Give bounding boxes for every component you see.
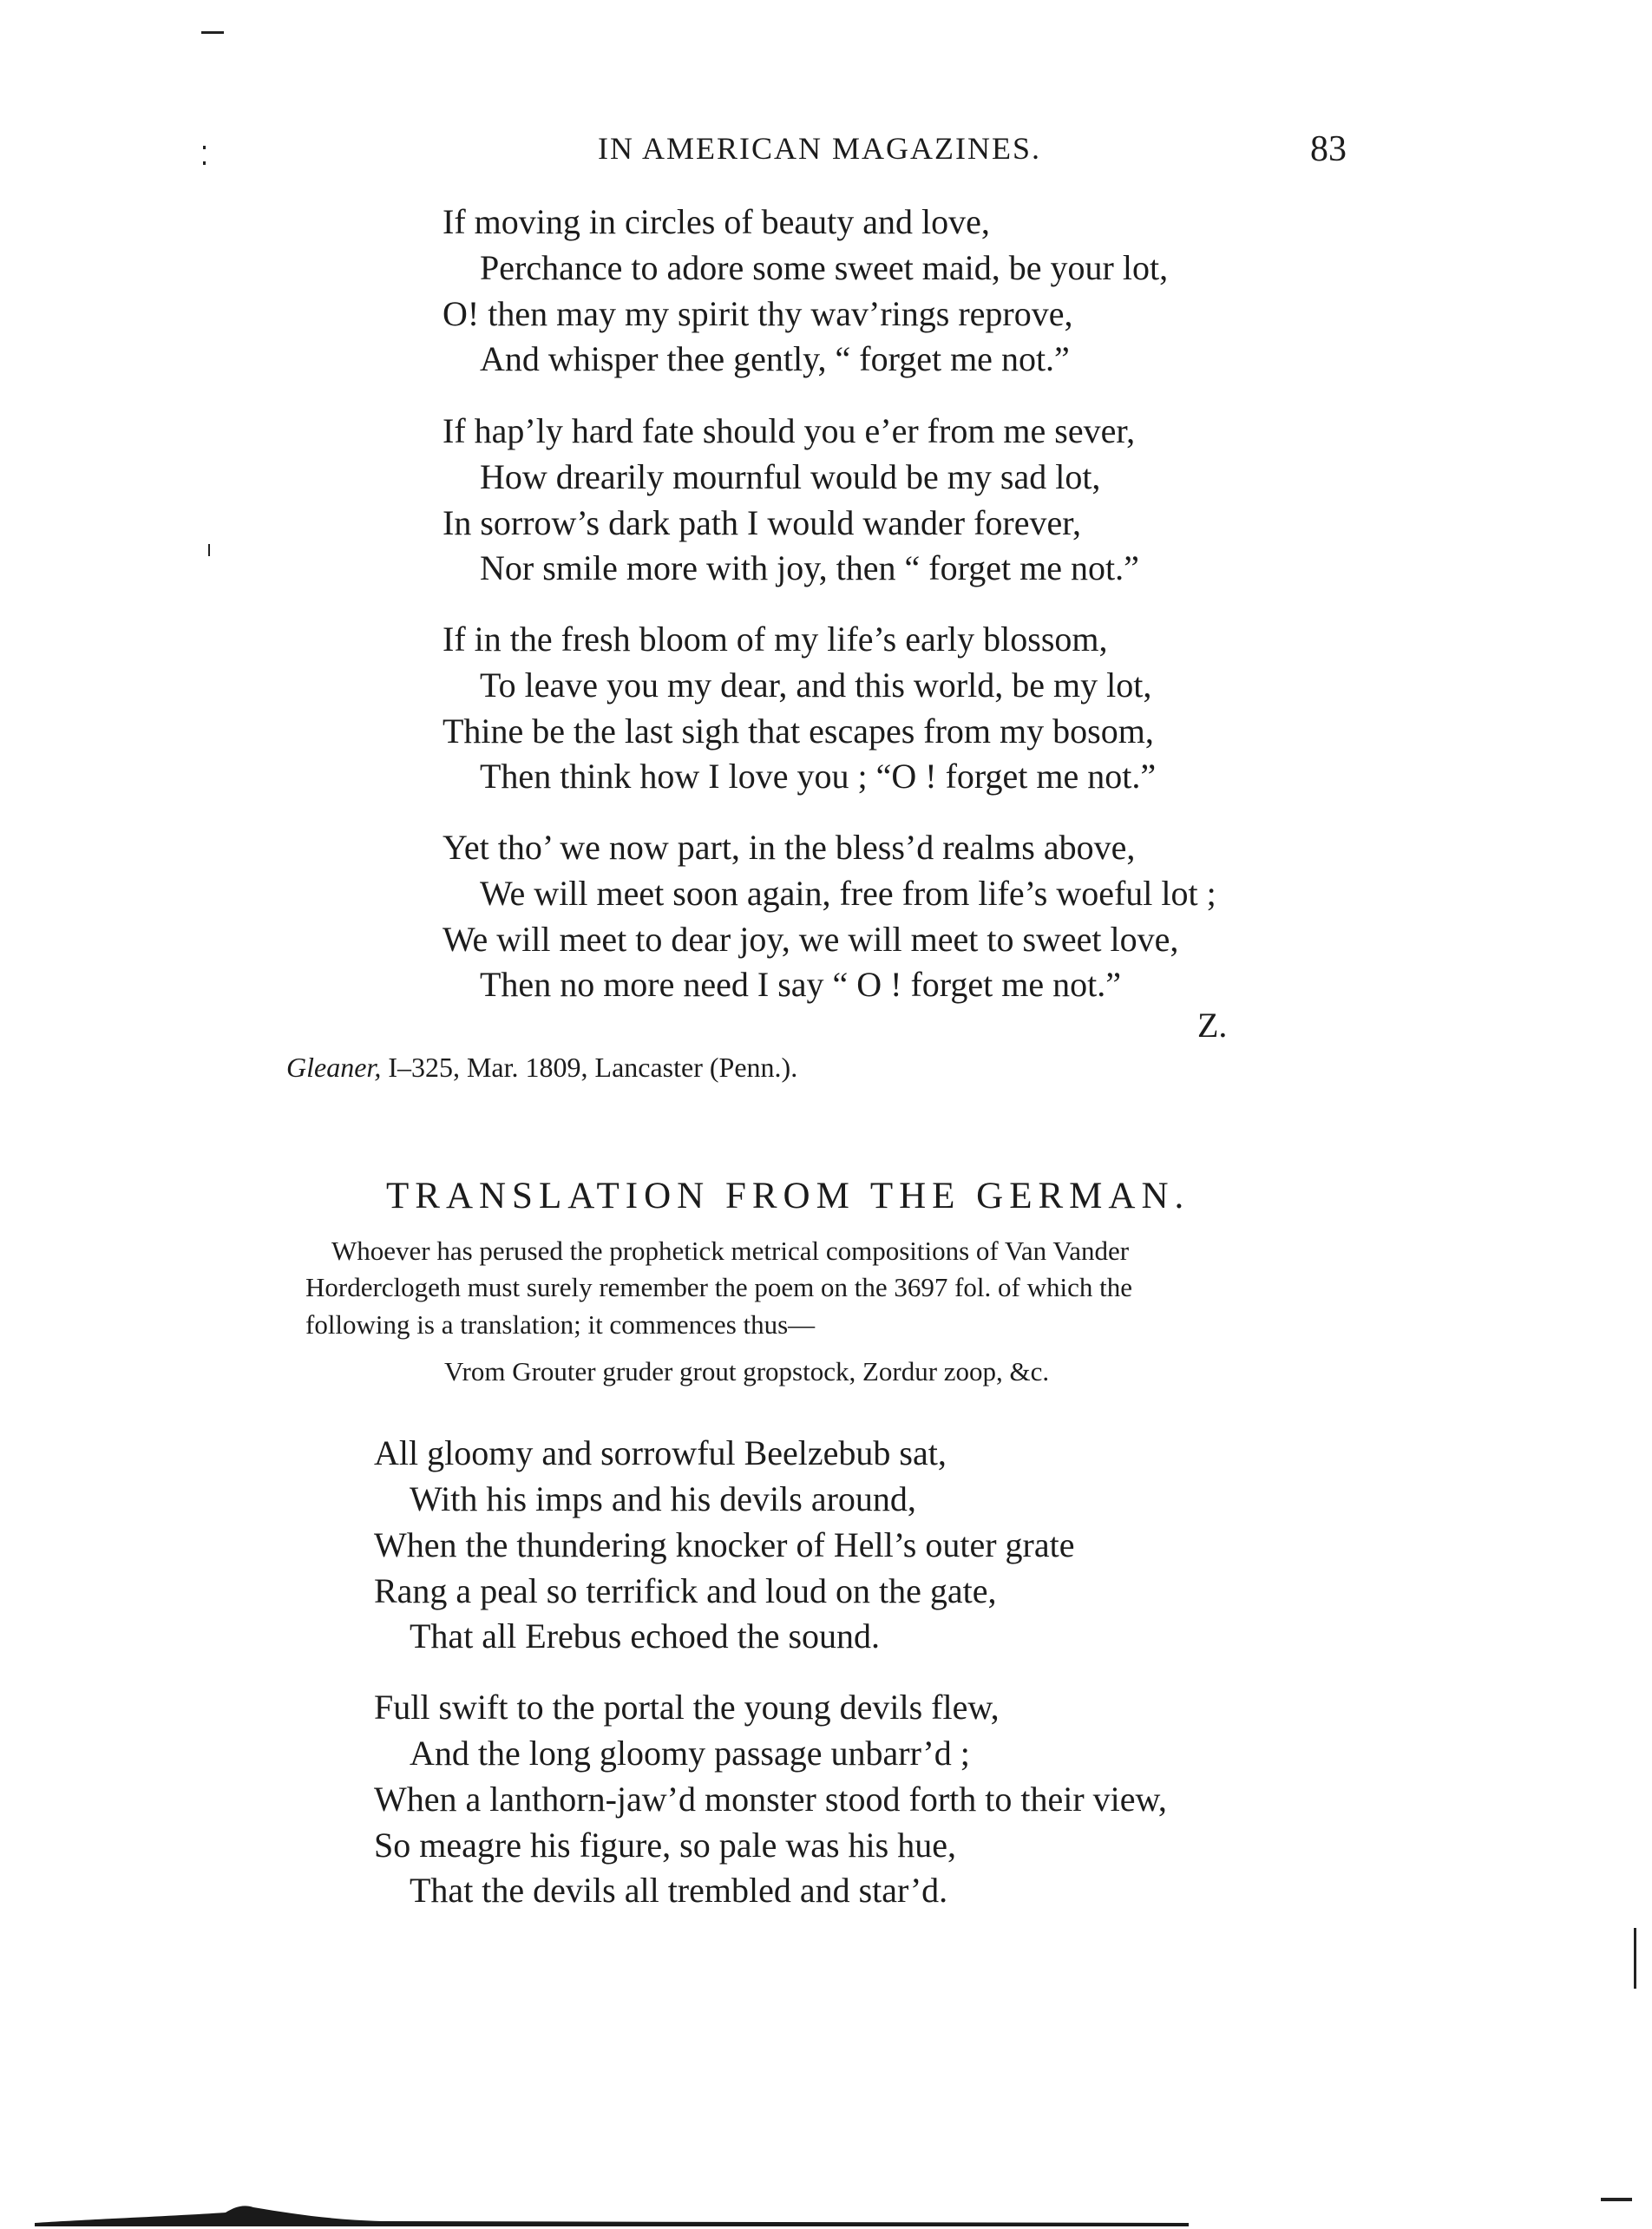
intro-line: following is a translation; it commences thus— [305, 1309, 816, 1340]
verse-line: Then think how I love you ; “O ! forget me not.” [480, 757, 1157, 796]
verse-line: Full swift to the portal the young devils flew, [374, 1688, 1000, 1727]
scan-mark [201, 31, 224, 34]
verse-line: O! then may my spirit thy wav’rings reprove, [442, 294, 1073, 333]
verse-line: With his imps and his devils around, [410, 1479, 916, 1518]
intro-line: Horderclogeth must surely remember the poem on the 3697 fol. of which the [305, 1272, 1132, 1302]
verse-line: When a lanthorn-jaw’d monster stood forth to their view, [374, 1780, 1167, 1819]
intro-line: Whoever has perused the prophetick metrical compositions of Van Vander [331, 1236, 1130, 1266]
verse-line: Rang a peal so terrifick and loud on the gate, [374, 1571, 997, 1610]
verse-line: Yet tho’ we now part, in the bless’d realms above, [442, 828, 1136, 867]
verse-line: If in the fresh bloom of my life’s early blossom, [442, 620, 1108, 659]
binding-shadow [35, 2204, 1189, 2226]
verse-line: And the long gloomy passage unbarr’d ; [410, 1734, 970, 1773]
verse-line: When the thundering knocker of Hell’s outer grate [374, 1525, 1075, 1564]
section-title: TRANSLATION FROM THE GERMAN. [386, 1176, 1190, 1216]
verse-line: If hap’ly hard fate should you e’er from me sever, [442, 411, 1136, 450]
verse-line: Thine be the last sigh that escapes from my bosom, [442, 711, 1154, 751]
verse-line: Nor smile more with joy, then “ forget me not.” [480, 548, 1139, 587]
page-number: 83 [1310, 129, 1347, 169]
verse-line: Perchance to adore some sweet maid, be your lot, [480, 248, 1169, 287]
poem-signature: Z. [1197, 1006, 1228, 1045]
scan-mark [203, 146, 206, 149]
scan-mark [203, 161, 206, 165]
running-head: IN AMERICAN MAGAZINES. [598, 131, 1041, 166]
source-journal: Gleaner, [286, 1052, 382, 1083]
verse-line: In sorrow’s dark path I would wander forever, [442, 503, 1081, 542]
scan-mark [1601, 2198, 1632, 2201]
verse-line: Then no more need I say “ O ! forget me not.” [480, 965, 1122, 1004]
verse-line: How drearily mournful would be my sad lot, [480, 457, 1101, 496]
source-details: I–325, Mar. 1809, Lancaster (Penn.). [381, 1052, 798, 1083]
verse-line: That the devils all trembled and star’d. [410, 1871, 948, 1910]
verse-line: To leave you my dear, and this world, be my lot, [480, 665, 1152, 705]
verse-line: If moving in circles of beauty and love, [442, 202, 990, 241]
verse-line: All gloomy and sorrowful Beelzebub sat, [374, 1433, 947, 1472]
verse-line: That all Erebus echoed the sound. [410, 1616, 881, 1655]
scan-mark [1634, 1928, 1636, 1989]
verse-line: And whisper thee gently, “ forget me not.” [480, 339, 1070, 378]
epigraph: Vrom Grouter gruder grout gropstock, Zordur zoop, &c. [444, 1356, 1050, 1387]
verse-line: We will meet to dear joy, we will meet to sweet love, [442, 920, 1179, 959]
verse-line: So meagre his figure, so pale was his hue, [374, 1826, 956, 1865]
source-citation [286, 1052, 797, 1084]
scan-mark [208, 544, 210, 556]
verse-line: We will meet soon again, free from life’s woeful lot ; [480, 874, 1216, 913]
